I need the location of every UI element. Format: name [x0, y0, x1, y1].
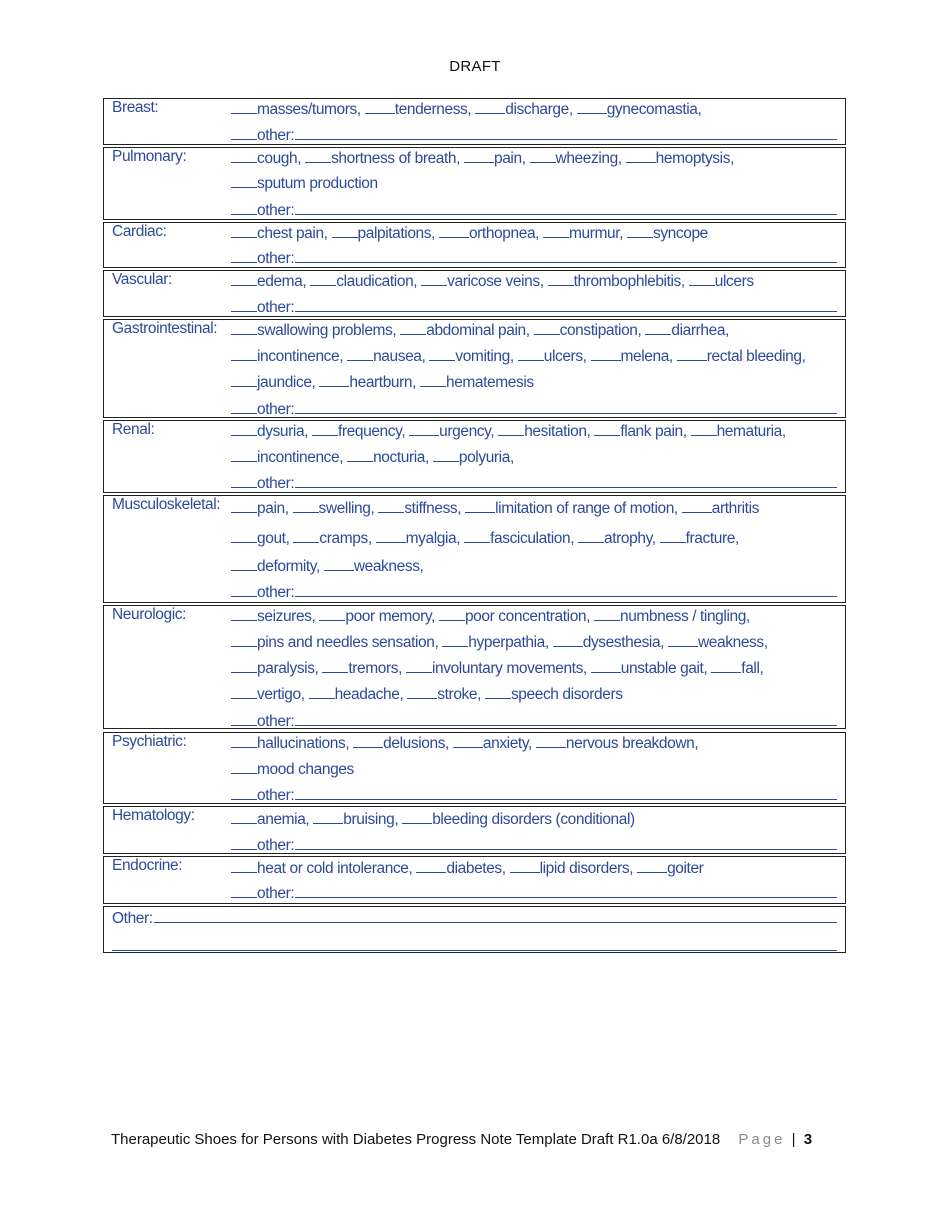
item-nervous-breakdown[interactable]: nervous breakdown, [565, 735, 699, 752]
other-input[interactable] [295, 710, 837, 726]
section-label: Vascular: [112, 271, 172, 288]
item-flank-pain[interactable]: flank pain, [620, 423, 687, 440]
item-unstable-gait[interactable]: unstable gait, [620, 660, 708, 677]
item-goiter[interactable]: goiter [667, 860, 704, 877]
item-vertigo[interactable]: vertigo, [257, 686, 305, 703]
item-masses[interactable]: masses/tumors, [257, 101, 361, 118]
item-ulcers[interactable]: ulcers, [543, 348, 587, 365]
item-shortness-of-breath[interactable]: shortness of breath, [331, 150, 461, 167]
page-number: 3 [803, 1131, 813, 1148]
item-thrombophlebitis[interactable]: thrombophlebitis, [573, 273, 685, 290]
item-melena[interactable]: melena, [620, 348, 673, 365]
item-tremors[interactable]: tremors, [348, 660, 403, 677]
item-poor-concentration[interactable]: poor concentration, [464, 608, 591, 625]
section-label: Endocrine: [112, 857, 183, 874]
item-dysuria[interactable]: dysuria, [257, 423, 309, 440]
section-musculoskeletal [103, 495, 846, 603]
page-footer [111, 1131, 812, 1148]
item-stiffness[interactable]: stiffness, [404, 500, 462, 517]
section-neurologic [103, 605, 846, 729]
item-anemia[interactable]: anemia, [257, 811, 310, 828]
item-arthritis[interactable]: arthritis [711, 500, 759, 517]
item-orthopnea[interactable]: orthopnea, [468, 225, 540, 242]
item-nausea[interactable]: nausea, [373, 348, 426, 365]
item-nocturia[interactable]: nocturia, [373, 449, 429, 466]
item-anxiety[interactable]: anxiety, [482, 735, 532, 752]
footer-title: Therapeutic Shoes for Persons with Diabetes Progress Note Template Draft R1.0a 6/8/2018 [111, 1131, 721, 1148]
other-label: other: [257, 202, 295, 219]
item-heat-cold-intolerance[interactable]: heat or cold intolerance, [257, 860, 413, 877]
item-wheezing[interactable]: wheezing, [555, 150, 622, 167]
item-bruising[interactable]: bruising, [343, 811, 399, 828]
item-fracture[interactable]: fracture, [685, 530, 739, 547]
item-mood-changes[interactable]: mood changes [257, 761, 354, 778]
item-diarrhea[interactable]: diarrhea, [671, 322, 729, 339]
section-psychiatric [103, 732, 846, 804]
item-ulcers[interactable]: ulcers [714, 273, 754, 290]
item-heartburn[interactable]: heartburn, [349, 374, 417, 391]
item-jaundice[interactable]: jaundice, [257, 374, 316, 391]
item-seizures[interactable]: seizures, [257, 608, 316, 625]
item-urgency[interactable]: urgency, [439, 423, 495, 440]
item-myalgia[interactable]: myalgia, [405, 530, 461, 547]
item-gout[interactable]: gout, [257, 530, 290, 547]
item-limitation-of-range[interactable]: limitation of range of motion, [495, 500, 678, 517]
item-paralysis[interactable]: paralysis, [257, 660, 319, 677]
item-incontinence[interactable]: incontinence, [257, 449, 344, 466]
item-abdominal-pain[interactable]: abdominal pain, [426, 322, 530, 339]
item-deformity[interactable]: deformity, [257, 558, 320, 575]
section-renal [103, 420, 846, 493]
other-section-label: Other: [112, 910, 153, 927]
other-label: other: [257, 127, 295, 144]
item-cramps[interactable]: cramps, [319, 530, 372, 547]
other-label: other: [257, 299, 295, 316]
item-chest-pain[interactable]: chest pain, [257, 225, 328, 242]
item-numbness-tingling[interactable]: numbness / tingling, [619, 608, 750, 625]
page-word: Page [738, 1131, 786, 1148]
item-discharge[interactable]: discharge, [505, 101, 573, 118]
other-label: other: [257, 787, 295, 804]
section-label: Psychiatric: [112, 733, 187, 750]
other-input[interactable] [295, 398, 837, 414]
section-vascular [103, 270, 846, 317]
section-label: Cardiac: [112, 223, 167, 240]
item-hyperpathia[interactable]: hyperpathia, [468, 634, 549, 651]
item-delusions[interactable]: delusions, [383, 735, 449, 752]
other-label: other: [257, 475, 295, 492]
other-label: other: [257, 250, 295, 267]
item-pain[interactable]: pain, [493, 150, 526, 167]
item-speech-disorders[interactable]: speech disorders [510, 686, 623, 703]
other-label: other: [257, 713, 295, 730]
item-pain[interactable]: pain, [257, 500, 289, 517]
item-murmur[interactable]: murmur, [569, 225, 624, 242]
item-hematuria[interactable]: hematuria, [716, 423, 786, 440]
item-claudication[interactable]: claudication, [336, 273, 418, 290]
section-breast [103, 98, 846, 145]
section-label: Renal: [112, 421, 155, 438]
section-other [103, 906, 846, 953]
other-label: other: [257, 584, 295, 601]
item-incontinence[interactable]: incontinence, [257, 348, 344, 365]
section-endocrine [103, 856, 846, 904]
item-hesitation[interactable]: hesitation, [524, 423, 591, 440]
item-syncope[interactable]: syncope [652, 225, 708, 242]
item-tenderness[interactable]: tenderness, [394, 101, 472, 118]
section-label: Musculoskeletal: [112, 496, 221, 513]
item-lipid-disorders[interactable]: lipid disorders, [539, 860, 634, 877]
other-input[interactable] [295, 581, 837, 597]
other-input[interactable] [295, 784, 837, 800]
other-notes-input[interactable] [154, 907, 837, 923]
other-label: other: [257, 837, 295, 854]
item-weakness[interactable]: weakness, [353, 558, 424, 575]
section-gastrointestinal [103, 319, 846, 418]
item-weakness[interactable]: weakness, [698, 634, 768, 651]
item-swelling[interactable]: swelling, [318, 500, 375, 517]
item-cough[interactable]: cough, [257, 150, 302, 167]
other-input[interactable] [295, 247, 837, 263]
section-label: Neurologic: [112, 606, 187, 623]
item-frequency[interactable]: frequency, [338, 423, 406, 440]
section-pulmonary [103, 147, 846, 220]
item-polyuria[interactable]: polyuria, [458, 449, 514, 466]
section-label: Pulmonary: [112, 148, 187, 165]
section-hematology [103, 806, 846, 854]
section-label: Hematology: [112, 807, 195, 824]
other-label: other: [257, 885, 295, 902]
other-input[interactable] [295, 124, 837, 140]
other-input[interactable] [295, 882, 837, 898]
item-atrophy[interactable]: atrophy, [604, 530, 656, 547]
other-input[interactable] [295, 472, 837, 488]
item-vomiting[interactable]: vomiting, [455, 348, 514, 365]
page-separator: | [791, 1131, 796, 1148]
item-rectal-bleeding[interactable]: rectal bleeding, [706, 348, 806, 365]
item-involuntary-movements[interactable]: involuntary movements, [431, 660, 587, 677]
other-input[interactable] [295, 199, 837, 215]
section-label: Gastrointestinal: [112, 320, 218, 337]
item-palpitations[interactable]: palpitations, [357, 225, 436, 242]
item-gynecomastia[interactable]: gynecomastia, [606, 101, 702, 118]
item-pins-and-needles[interactable]: pins and needles sensation, [257, 634, 439, 651]
item-hemoptysis[interactable]: hemoptysis, [655, 150, 734, 167]
item-bleeding-disorders[interactable]: bleeding disorders (conditional) [432, 811, 635, 828]
item-poor-memory[interactable]: poor memory, [345, 608, 436, 625]
item-edema[interactable]: edema, [257, 273, 307, 290]
section-label: Breast: [112, 99, 159, 116]
item-dysesthesia[interactable]: dysesthesia, [582, 634, 665, 651]
other-label: other: [257, 401, 295, 418]
item-headache[interactable]: headache, [334, 686, 404, 703]
other-input[interactable] [295, 296, 837, 312]
item-fall[interactable]: fall, [741, 660, 764, 677]
draft-header: DRAFT [449, 58, 501, 75]
item-constipation[interactable]: constipation, [559, 322, 642, 339]
item-diabetes[interactable]: diabetes, [446, 860, 506, 877]
item-stroke[interactable]: stroke, [437, 686, 482, 703]
item-hallucinations[interactable]: hallucinations, [257, 735, 350, 752]
item-varicose-veins[interactable]: varicose veins, [447, 273, 544, 290]
item-hematemesis[interactable]: hematemesis [445, 374, 534, 391]
section-cardiac [103, 222, 846, 268]
item-sputum-production[interactable]: sputum production [257, 175, 378, 192]
other-input[interactable] [295, 834, 837, 850]
item-swallowing-problems[interactable]: swallowing problems, [257, 322, 397, 339]
other-notes-line-2[interactable] [112, 950, 837, 951]
item-fasciculation[interactable]: fasciculation, [490, 530, 575, 547]
